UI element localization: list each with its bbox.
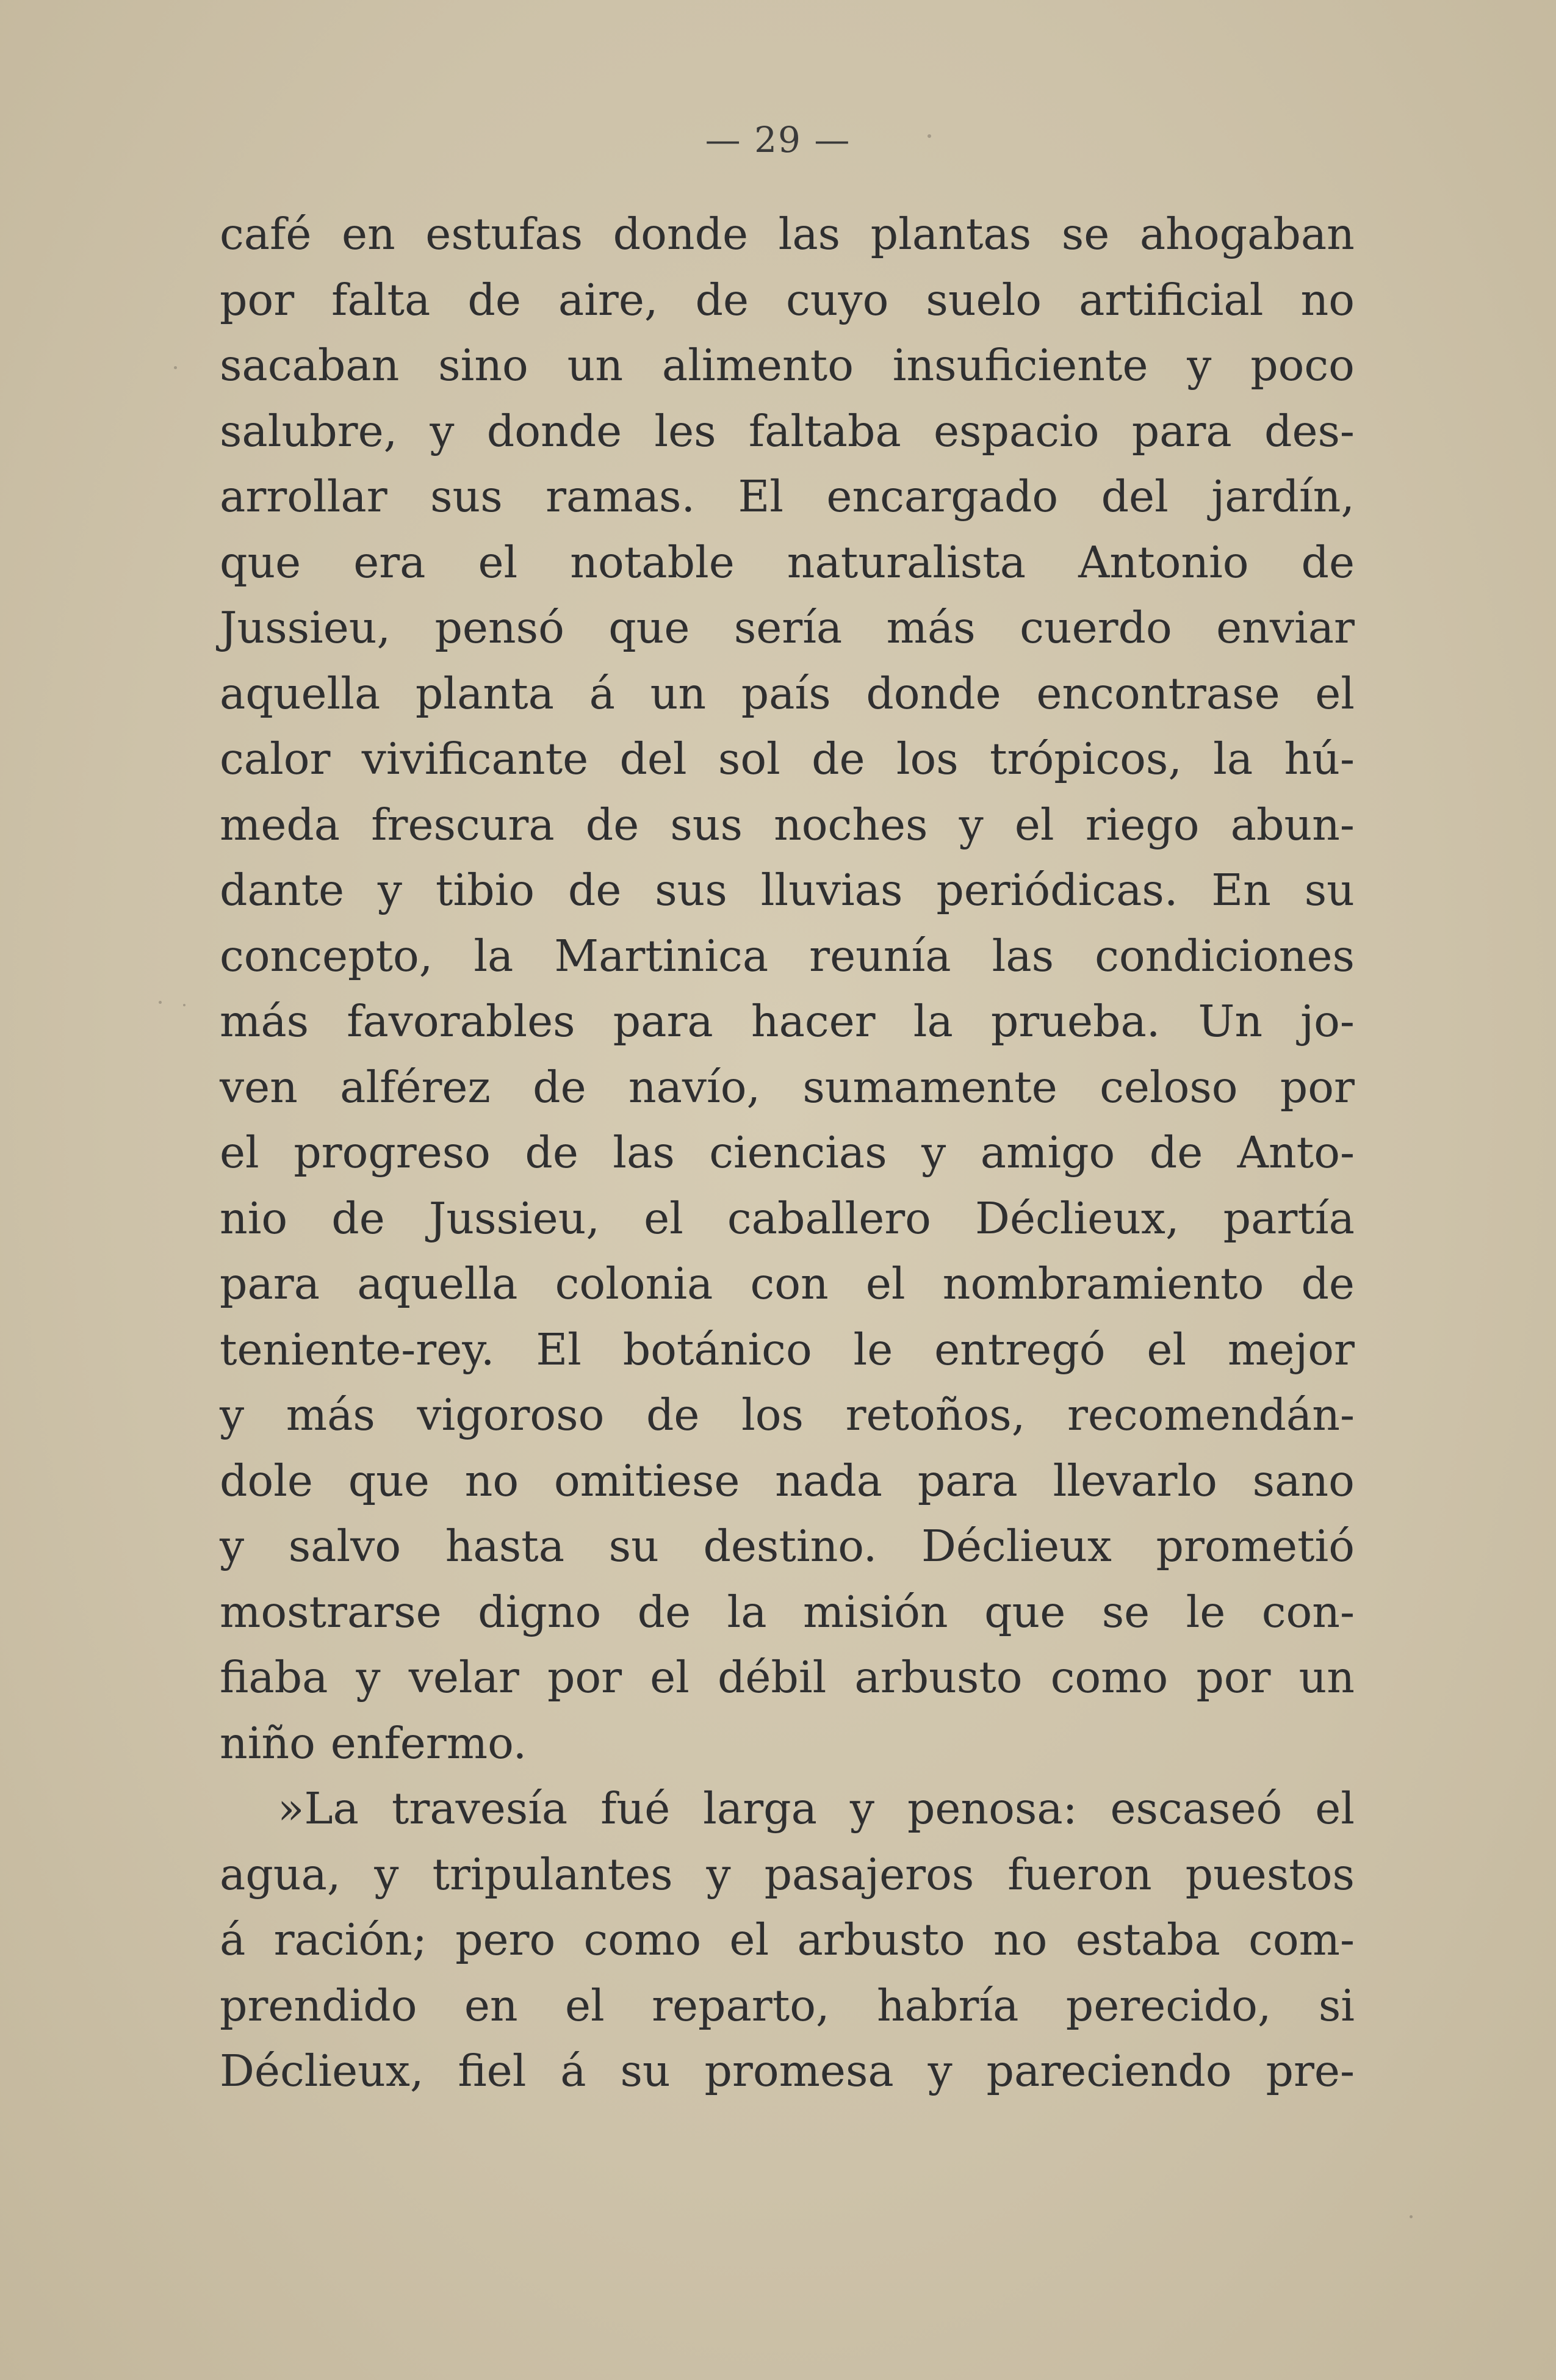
word: para (1131, 405, 1232, 456)
word: prendido (220, 1980, 417, 2031)
word: noches (774, 799, 928, 850)
word: ciencias (709, 1127, 887, 1178)
word: y (849, 1783, 874, 1834)
word: sería (733, 602, 843, 653)
text-line (220, 923, 1355, 989)
word: á (589, 668, 615, 719)
word: naturalista (787, 536, 1026, 588)
word: el (644, 1192, 683, 1244)
text-line (220, 661, 1355, 727)
paper-speck (183, 1004, 185, 1006)
word: alférez (340, 1061, 491, 1112)
word: débil (717, 1652, 827, 1703)
word: el (1315, 668, 1355, 719)
word: la (913, 996, 953, 1047)
word: el (1315, 1783, 1355, 1834)
word: abun- (1230, 799, 1355, 850)
word: por (1280, 1061, 1355, 1112)
text-line (220, 333, 1355, 398)
word: de (331, 1192, 385, 1244)
word: reparto, (652, 1980, 830, 2031)
word: puestos (1185, 1848, 1355, 1900)
word: arbusto (797, 1914, 965, 1965)
word: la (1213, 734, 1253, 784)
word: aire, (558, 274, 658, 325)
word: sus (670, 799, 743, 850)
word: »La (278, 1783, 359, 1834)
word: celoso (1100, 1061, 1238, 1112)
word: y (921, 1127, 946, 1178)
word: su (620, 2046, 671, 2096)
text-line (220, 1579, 1355, 1645)
word: travesía (391, 1783, 568, 1834)
text-line (220, 595, 1355, 661)
word: de (467, 274, 521, 325)
text-line (220, 464, 1355, 530)
word: y (706, 1848, 731, 1900)
word: Déclieux, (220, 2046, 424, 2096)
word: que (348, 1455, 430, 1506)
word: reunía (809, 930, 951, 981)
word: un (650, 668, 707, 719)
word: pareciendo (986, 2046, 1232, 2096)
word: promesa (704, 2046, 894, 2096)
word: agua, (220, 1848, 341, 1900)
word: hasta (445, 1521, 565, 1571)
text-line (220, 1317, 1355, 1383)
word: se (1101, 1586, 1150, 1637)
word: botánico (622, 1324, 812, 1375)
word: notable (570, 536, 735, 588)
word: des- (1264, 405, 1355, 456)
word: no (993, 1914, 1048, 1965)
word: com- (1248, 1914, 1355, 1965)
word: por (220, 274, 295, 325)
word: fueron (1007, 1848, 1152, 1900)
word: arrollar (220, 471, 387, 522)
word: y (356, 1652, 381, 1703)
word: colonia (555, 1258, 713, 1309)
word: riego (1085, 799, 1200, 850)
word: progreso (294, 1127, 491, 1178)
word: y (927, 2046, 953, 2096)
word: omitiese (553, 1455, 740, 1506)
word: con (750, 1258, 829, 1309)
word: aquella (357, 1258, 518, 1309)
word: tripulantes (432, 1848, 673, 1900)
word: y (959, 799, 984, 850)
word: para (613, 996, 713, 1047)
word: ramas. (546, 471, 696, 522)
word: en (464, 1980, 518, 2031)
body-text (220, 201, 1355, 2104)
word: plantas (870, 209, 1032, 259)
word: Déclieux, (975, 1192, 1180, 1244)
word: Un (1198, 996, 1263, 1047)
word: periódicas. (936, 865, 1178, 915)
word: habría (876, 1980, 1019, 2031)
text-line (220, 530, 1355, 596)
word: falta (331, 274, 431, 325)
word: las (778, 209, 841, 259)
word: cuyo (786, 274, 889, 325)
word: de (567, 865, 622, 915)
word: el (478, 536, 518, 588)
word: nio (220, 1192, 288, 1244)
word: y (220, 1521, 245, 1571)
word: y (220, 1390, 245, 1440)
word: penosa: (907, 1783, 1078, 1834)
word: retoños, (845, 1390, 1026, 1440)
paper-speck (927, 134, 931, 138)
text-line (220, 857, 1355, 923)
text-line (220, 1973, 1355, 2039)
word: sacaban (220, 340, 400, 391)
word: era (353, 536, 426, 588)
word: pero (455, 1914, 556, 1965)
word: sano (1252, 1455, 1355, 1506)
word: velar (408, 1652, 519, 1703)
word: no (1300, 274, 1355, 325)
word: vivificante (361, 734, 589, 784)
word: para (220, 1258, 320, 1309)
text-line (220, 1907, 1355, 1973)
word: el (564, 1980, 605, 2031)
word: encargado (826, 471, 1059, 522)
word: mejor (1227, 1324, 1355, 1375)
word: ración; (273, 1914, 427, 1965)
word: los (741, 1390, 804, 1440)
word: dole (220, 1455, 313, 1506)
text-line (220, 267, 1355, 333)
word: amigo (980, 1127, 1115, 1178)
word: El (536, 1324, 582, 1375)
paper-speck (174, 366, 177, 369)
word: un (1298, 1652, 1355, 1703)
word: de (637, 1586, 691, 1637)
word: mostrarse (220, 1586, 442, 1637)
word: estufas (425, 209, 583, 259)
word: donde (866, 668, 1001, 719)
text-line (220, 1382, 1355, 1448)
word: Jussieu, (428, 1192, 600, 1244)
word: que (984, 1586, 1066, 1637)
word: las (613, 1127, 675, 1178)
word: el (865, 1258, 906, 1309)
word: vigoroso (417, 1390, 605, 1440)
word: pasajeros (764, 1848, 974, 1900)
text-line (220, 1186, 1355, 1252)
word: larga (703, 1783, 817, 1834)
word: y (377, 865, 403, 915)
word: dante (220, 865, 345, 915)
word: hú- (1284, 734, 1355, 784)
word: espacio (934, 405, 1100, 456)
word: para (917, 1455, 1018, 1506)
word: tibio (435, 865, 535, 915)
word: como (1050, 1652, 1169, 1703)
word: café (220, 209, 312, 259)
word: las (992, 930, 1054, 981)
word: destino. (703, 1521, 877, 1571)
word: el (1014, 799, 1054, 850)
word: donde (486, 405, 622, 456)
word: ahogaban (1139, 209, 1355, 259)
word: Déclieux (921, 1521, 1112, 1571)
word: Jussieu, (220, 602, 391, 653)
text-line (220, 989, 1355, 1055)
word: á (220, 1914, 246, 1965)
word: encontrase (1036, 668, 1280, 719)
word: escaseó (1110, 1783, 1283, 1834)
word: pensó (434, 602, 564, 653)
word: les (654, 405, 716, 456)
text-line (220, 1711, 1355, 1776)
text-line (220, 792, 1355, 858)
word: de (525, 1127, 578, 1178)
word: artificial (1079, 274, 1264, 325)
page-number: — 29 — (705, 119, 851, 160)
word: de (585, 799, 639, 850)
word: de (533, 1061, 586, 1112)
word: se (1061, 209, 1110, 259)
word: á (560, 2046, 586, 2096)
word: insuficiente (892, 340, 1148, 391)
word: condiciones (1095, 930, 1355, 981)
text-line (220, 1251, 1355, 1317)
word: caballero (727, 1192, 931, 1244)
word: llevarlo (1053, 1455, 1217, 1506)
word: sino (438, 340, 528, 391)
word: fiaba (220, 1652, 328, 1703)
word: planta (415, 668, 554, 719)
word: no (464, 1455, 519, 1506)
word: el (220, 1127, 259, 1178)
word: sus (655, 865, 727, 915)
word: le (1186, 1586, 1226, 1637)
word: fiel (458, 2046, 527, 2096)
word: del (619, 734, 687, 784)
text-line (220, 1448, 1355, 1514)
word: un (567, 340, 624, 391)
word: de (812, 734, 865, 784)
text-line (220, 726, 1355, 792)
word: con- (1261, 1586, 1355, 1637)
word: meda (220, 799, 340, 850)
word: los (896, 734, 959, 784)
word: navío, (628, 1061, 761, 1112)
word: enviar (1216, 602, 1355, 653)
word: poco (1250, 340, 1355, 391)
text-line (220, 2038, 1355, 2104)
text-line (220, 1513, 1355, 1579)
word: digno (478, 1586, 602, 1637)
text-line (220, 1055, 1355, 1120)
word: sumamente (802, 1061, 1057, 1112)
word: hacer (751, 996, 876, 1047)
word: teniente-rey. (220, 1324, 495, 1375)
word: jo- (1300, 996, 1355, 1047)
word: el (729, 1914, 769, 1965)
paper-speck (1410, 2215, 1413, 2218)
word: la (474, 930, 514, 981)
text-line (220, 1120, 1355, 1186)
word: ven (220, 1061, 298, 1112)
word: salubre, (220, 405, 398, 456)
word: perecido, (1065, 1980, 1272, 2031)
word: donde (613, 209, 749, 259)
word: de (646, 1390, 700, 1440)
text-line (220, 398, 1355, 464)
word: pre- (1266, 2046, 1355, 2096)
word: salvo (288, 1521, 402, 1571)
word: más (886, 602, 976, 653)
word: prometió (1156, 1521, 1355, 1571)
word: misión (803, 1586, 948, 1637)
word: país (741, 668, 831, 719)
word: trópicos, (990, 734, 1182, 784)
word: que (608, 602, 690, 653)
word: faltaba (748, 405, 901, 456)
text-line (220, 1776, 1355, 1842)
word: el (1147, 1324, 1187, 1375)
word: y (1187, 340, 1212, 391)
word: Anto- (1237, 1127, 1355, 1178)
word: jardín, (1211, 471, 1355, 522)
word: enfermo. (330, 1717, 527, 1769)
text-line (220, 1842, 1355, 1908)
word: lluvias (760, 865, 903, 915)
word: más (220, 996, 309, 1047)
word: prueba. (990, 996, 1161, 1047)
word: frescura (371, 799, 555, 850)
word: sus (430, 471, 503, 522)
word: el (650, 1652, 690, 1703)
text-line (220, 201, 1355, 267)
word: que (220, 536, 301, 588)
word: y (430, 405, 455, 456)
word: arbusto (854, 1652, 1023, 1703)
word: y (374, 1848, 399, 1900)
word: entregó (934, 1324, 1106, 1375)
word: concepto, (220, 930, 433, 981)
word: partía (1223, 1192, 1355, 1244)
word: la (727, 1586, 767, 1637)
word: si (1318, 1980, 1355, 2031)
word: como (583, 1914, 702, 1965)
word: suelo (926, 274, 1042, 325)
word: niño (220, 1717, 315, 1769)
word: por (547, 1652, 622, 1703)
word: cuerdo (1020, 602, 1172, 653)
word: su (608, 1521, 659, 1571)
word: nombramiento (942, 1258, 1264, 1309)
word: calor (220, 734, 331, 784)
word: en (341, 209, 395, 259)
word: fué (600, 1783, 671, 1834)
text-line (220, 1645, 1355, 1711)
word: sol (718, 734, 780, 784)
word: de (1301, 1258, 1355, 1309)
word: le (853, 1324, 893, 1375)
word: de (1301, 536, 1355, 588)
word: del (1101, 471, 1169, 522)
word: su (1304, 865, 1355, 915)
word: alimento (661, 340, 854, 391)
word: recomendán- (1067, 1390, 1355, 1440)
word: Antonio (1078, 536, 1249, 588)
word: favorables (347, 996, 575, 1047)
paper-speck (159, 1001, 162, 1004)
word: más (286, 1390, 375, 1440)
word: estaba (1075, 1914, 1220, 1965)
word: de (1149, 1127, 1203, 1178)
word: nada (775, 1455, 883, 1506)
word: de (695, 274, 749, 325)
word: por (1196, 1652, 1271, 1703)
word: Martinica (554, 930, 769, 981)
word: El (738, 471, 783, 522)
word: aquella (220, 668, 381, 719)
word: En (1211, 865, 1271, 915)
